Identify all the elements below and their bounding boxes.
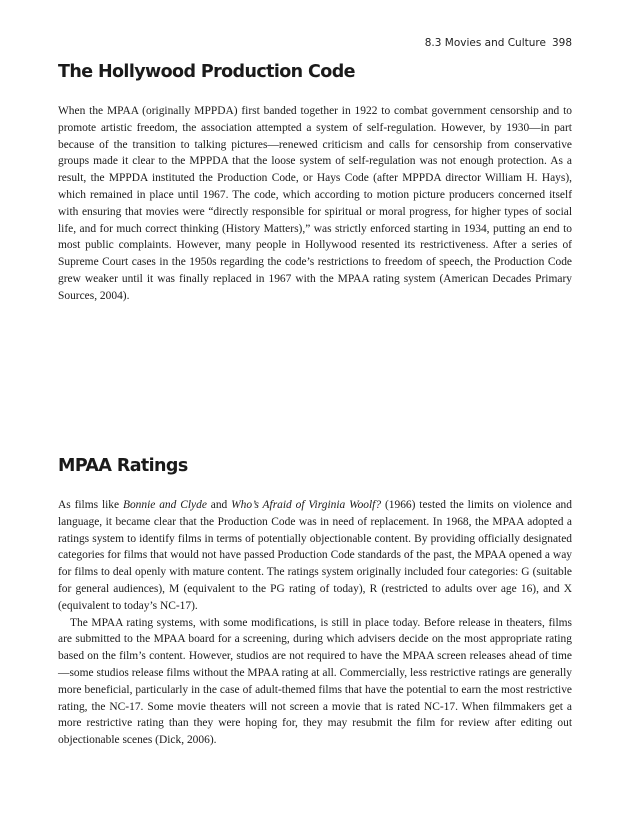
page-number: 398 [551, 37, 572, 49]
film-title: Who’s Afraid of Virginia Woolf? [231, 499, 382, 511]
film-title: Bonnie and Clyde [122, 499, 207, 511]
paragraph: When the MPAA (originally MPPDA) first banded together in 1922 to combat government censorship and to promote artistic freedom, the association attempted a system of self-regulation. However, by 1930—in part because of the transition to talking pictures—renewed criticism and calls for censorship from conservative groups made it clear to the MPPDA that the loose system of self-regulation was not enough protection. As a result, the MPPDA instituted the Production Code, or Hays Code (after MPPDA director William H. Hays), which remained in place until 1967. The code, which according to motion picture producers concerned itself with ensuring that movies were “directly responsible for spiritual or moral progress, for higher types of social life, and for much correct thinking (History Matters),” was strictly enforced starting in 1934, putting an end to most public complaints. However, many people in Hollywood resented its restrictiveness. After a series of Supreme Court cases in the 1950s regarding the code’s restrictions to freedom of speech, the Production Code grew weaker until it was finally replaced in 1967 with the MPAA rating system (American Decades Primary Sources, 2004). [58, 105, 572, 302]
mpaa-ratings-body [58, 497, 572, 749]
paragraph: The MPAA rating systems, with some modifications, is still in place today. Before release in theaters, films are submitted to the MPAA board for a screening, during which advisers decide on the most appropriate rating based on the film’s content. However, studios are not required to have the MPAA screen releases ahead of time—some studios release films without the MPAA rating at all. Commercially, less restrictive ratings are generally more beneficial, particularly in the case of adult-themed films that have the potential to earn the most restrictive rating, the NC-17. Some movie theaters will not screen a movie that is rated NC-17. When filmmakers get a more restrictive rating than they were hoping for, they may resubmit the film for review after editing out objectionable scenes (Dick, 2006). [58, 616, 572, 747]
section-heading-mpaa-ratings: MPAA Ratings [58, 456, 188, 476]
paragraph [58, 497, 572, 615]
running-header [425, 37, 572, 49]
running-header-section: 8.3 Movies and Culture [424, 37, 546, 49]
text-run: and [206, 499, 232, 511]
text-run: (1966) tested the limits on violence and language, it became clear that the Production Code was in need of replacement. In 1968, the MPAA adopted a ratings system to identify films in terms of potentially objectionable content. By providing officially designated categories for films that would not have passed Production Code standards of the past, the MPAA opened a way for films to deal openly with mature content. The ratings system originally included four categories: G (suitable for general audiences), M (equivalent to the PG rating of today), R (restricted to adults over age 16), and X (equivalent to today’s NC-17). [58, 499, 572, 612]
text-run: As films like [58, 499, 123, 511]
section-heading-production-code: The Hollywood Production Code [58, 62, 355, 82]
production-code-body [58, 103, 572, 305]
